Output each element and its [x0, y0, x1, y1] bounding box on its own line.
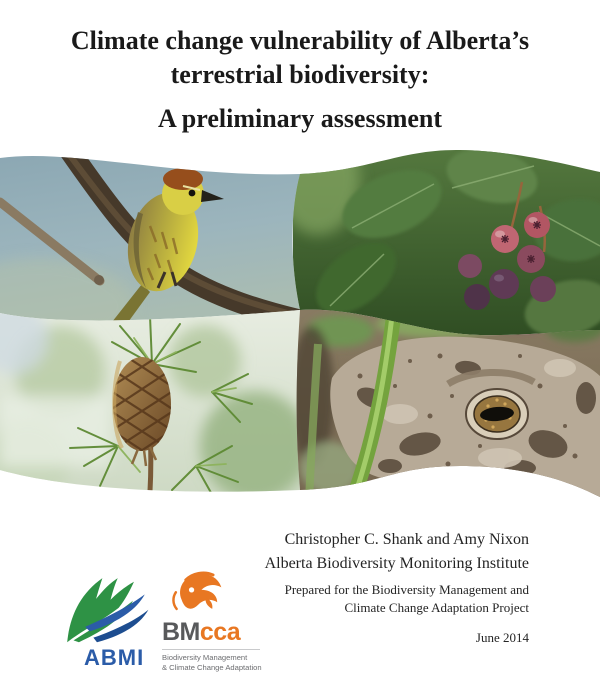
- prepared-line-2: Climate Change Adaptation Project: [344, 599, 529, 615]
- abmi-logo: [60, 570, 160, 671]
- abmi-wordmark: ABMI: [84, 645, 145, 670]
- abmi-logo-icon: [60, 570, 152, 644]
- bmcca-tagline-1: Biodiversity Management: [162, 653, 248, 662]
- bmcca-logo: [162, 570, 266, 673]
- toad-eye: [466, 389, 528, 439]
- bmcca-wordmark: [162, 620, 266, 645]
- authors-line: Christopher C. Shank and Amy Nixon: [284, 531, 529, 548]
- report-title: [0, 24, 600, 134]
- bmcca-wordmark-cca: cca: [199, 618, 241, 646]
- photo-larch-cone: [0, 296, 312, 502]
- bmcca-wordmark-bm: BM: [162, 618, 200, 646]
- photo-collage: [0, 146, 600, 502]
- date-line: June 2014: [475, 630, 529, 646]
- logo-row: [60, 570, 266, 673]
- bmcca-logo-icon: [168, 570, 230, 618]
- institute-line: Alberta Biodiversity Monitoring Institute: [264, 555, 529, 572]
- bmcca-divider: [162, 649, 260, 650]
- bird-eye: [189, 190, 196, 197]
- bmcca-tagline-2: & Climate Change Adaptation: [162, 662, 262, 672]
- report-subtitle: A preliminary assessment: [157, 103, 443, 133]
- prepared-line-1: Prepared for the Biodiversity Management and: [284, 582, 529, 597]
- credits-block: [265, 528, 529, 647]
- title-line-2: terrestrial biodiversity:: [170, 59, 430, 89]
- title-line-1: Climate change vulnerability of Alberta’s: [70, 26, 530, 55]
